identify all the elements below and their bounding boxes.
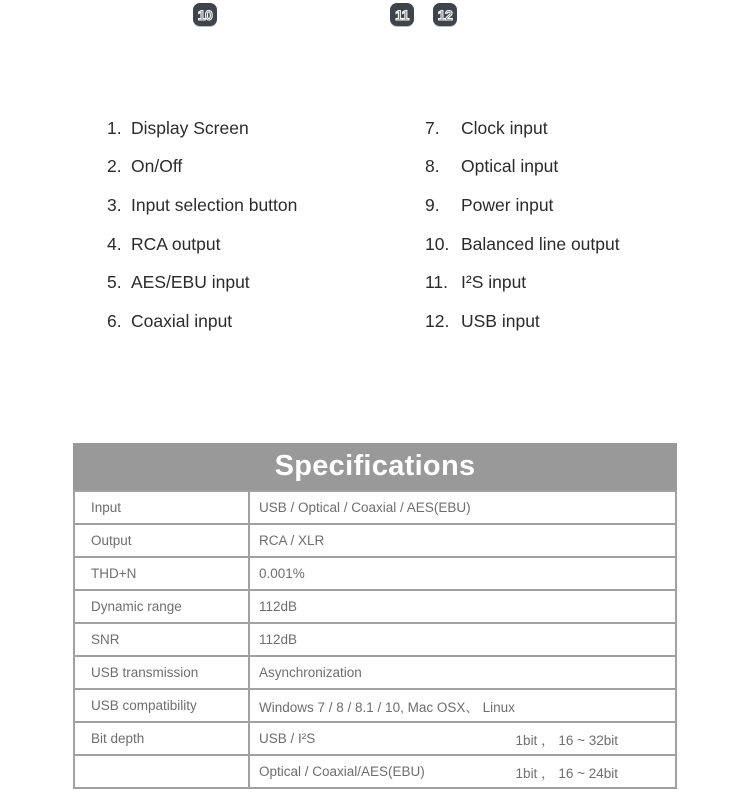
- legend-number: 9.: [425, 194, 440, 215]
- spec-label: Output: [74, 524, 249, 557]
- table-row: [74, 524, 676, 557]
- legend-label: Display Screen: [131, 117, 249, 138]
- spec-label: SNR: [74, 623, 249, 656]
- spec-value: 112dB: [259, 632, 298, 647]
- spec-value: Optical / Coaxial/AES(EBU): [259, 764, 425, 779]
- spec-label: USB transmission: [74, 656, 249, 689]
- legend-label: Coaxial input: [131, 310, 233, 331]
- legend-number: 8.: [425, 156, 440, 177]
- legend-item-1: [107, 109, 297, 148]
- spec-value: 112dB: [259, 599, 298, 614]
- legend-number: 7.: [425, 117, 440, 138]
- legend-label: USB input: [461, 310, 540, 331]
- legend-number: 2.: [107, 156, 122, 177]
- legend-item-8: [425, 148, 620, 187]
- spec-label: Input: [74, 491, 249, 524]
- legend-number: 1.: [107, 117, 122, 138]
- legend-item-7: [425, 109, 620, 148]
- legend-item-11: [425, 263, 620, 302]
- legend-label: Balanced line output: [461, 233, 620, 254]
- spec-label: THD+N: [74, 557, 249, 590]
- legend-number: 12.: [425, 310, 450, 331]
- legend-label: Clock input: [461, 117, 548, 138]
- legend-item-6: [107, 302, 297, 341]
- legend-item-10: [425, 225, 620, 264]
- spec-label: Dynamic range: [74, 590, 249, 623]
- spec-extra: 1bit ， 16 ~ 32bit: [515, 732, 618, 748]
- callout-badge-12: 12: [433, 3, 457, 26]
- callout-badge-11: 11: [390, 3, 414, 26]
- spec-value: Windows 7 / 8 / 8.1 / 10, Mac OSX、 Linux: [259, 699, 515, 715]
- legend-label: Power input: [461, 194, 554, 215]
- legend-column-left: [107, 109, 297, 341]
- spec-label: USB compatibility: [74, 689, 249, 722]
- table-row: [74, 755, 676, 788]
- specifications-title: Specifications: [73, 443, 677, 490]
- table-row: [74, 689, 676, 722]
- spec-value: 0.001%: [259, 566, 305, 581]
- legend-item-2: [107, 148, 297, 187]
- spec-extra: 1bit ， 16 ~ 24bit: [515, 765, 618, 781]
- table-row: [74, 656, 676, 689]
- legend-label: Input selection button: [131, 194, 298, 215]
- specifications-table: [73, 443, 677, 789]
- legend-column-right: [425, 109, 620, 341]
- legend-item-12: [425, 302, 620, 341]
- legend-label: AES/EBU input: [131, 272, 250, 293]
- legend-number: 11.: [425, 272, 449, 293]
- legend-number: 5.: [107, 272, 122, 293]
- table-row: [74, 722, 676, 755]
- spec-label: [74, 755, 249, 788]
- legend-item-9: [425, 186, 620, 225]
- spec-value: USB / I²S: [259, 731, 316, 746]
- spec-value: Asynchronization: [259, 665, 362, 680]
- callout-badge-10: 10: [193, 3, 217, 26]
- legend-item-5: [107, 263, 297, 302]
- table-row: [74, 491, 676, 524]
- table-row: [74, 623, 676, 656]
- legend-number: 6.: [107, 310, 122, 331]
- legend-number: 4.: [107, 233, 122, 254]
- spec-value: USB / Optical / Coaxial / AES(EBU): [259, 500, 471, 515]
- table-row: [74, 590, 676, 623]
- spec-value: RCA / XLR: [259, 533, 325, 548]
- legend-item-4: [107, 225, 297, 264]
- legend-item-3: [107, 186, 297, 225]
- spec-label: Bit depth: [74, 722, 249, 755]
- legend-label: Optical input: [461, 156, 559, 177]
- table-row: [74, 557, 676, 590]
- legend-label: I²S input: [461, 272, 527, 293]
- legend-number: 10.: [425, 233, 450, 254]
- legend-label: On/Off: [131, 156, 183, 177]
- legend-number: 3.: [107, 194, 122, 215]
- legend-label: RCA output: [131, 233, 221, 254]
